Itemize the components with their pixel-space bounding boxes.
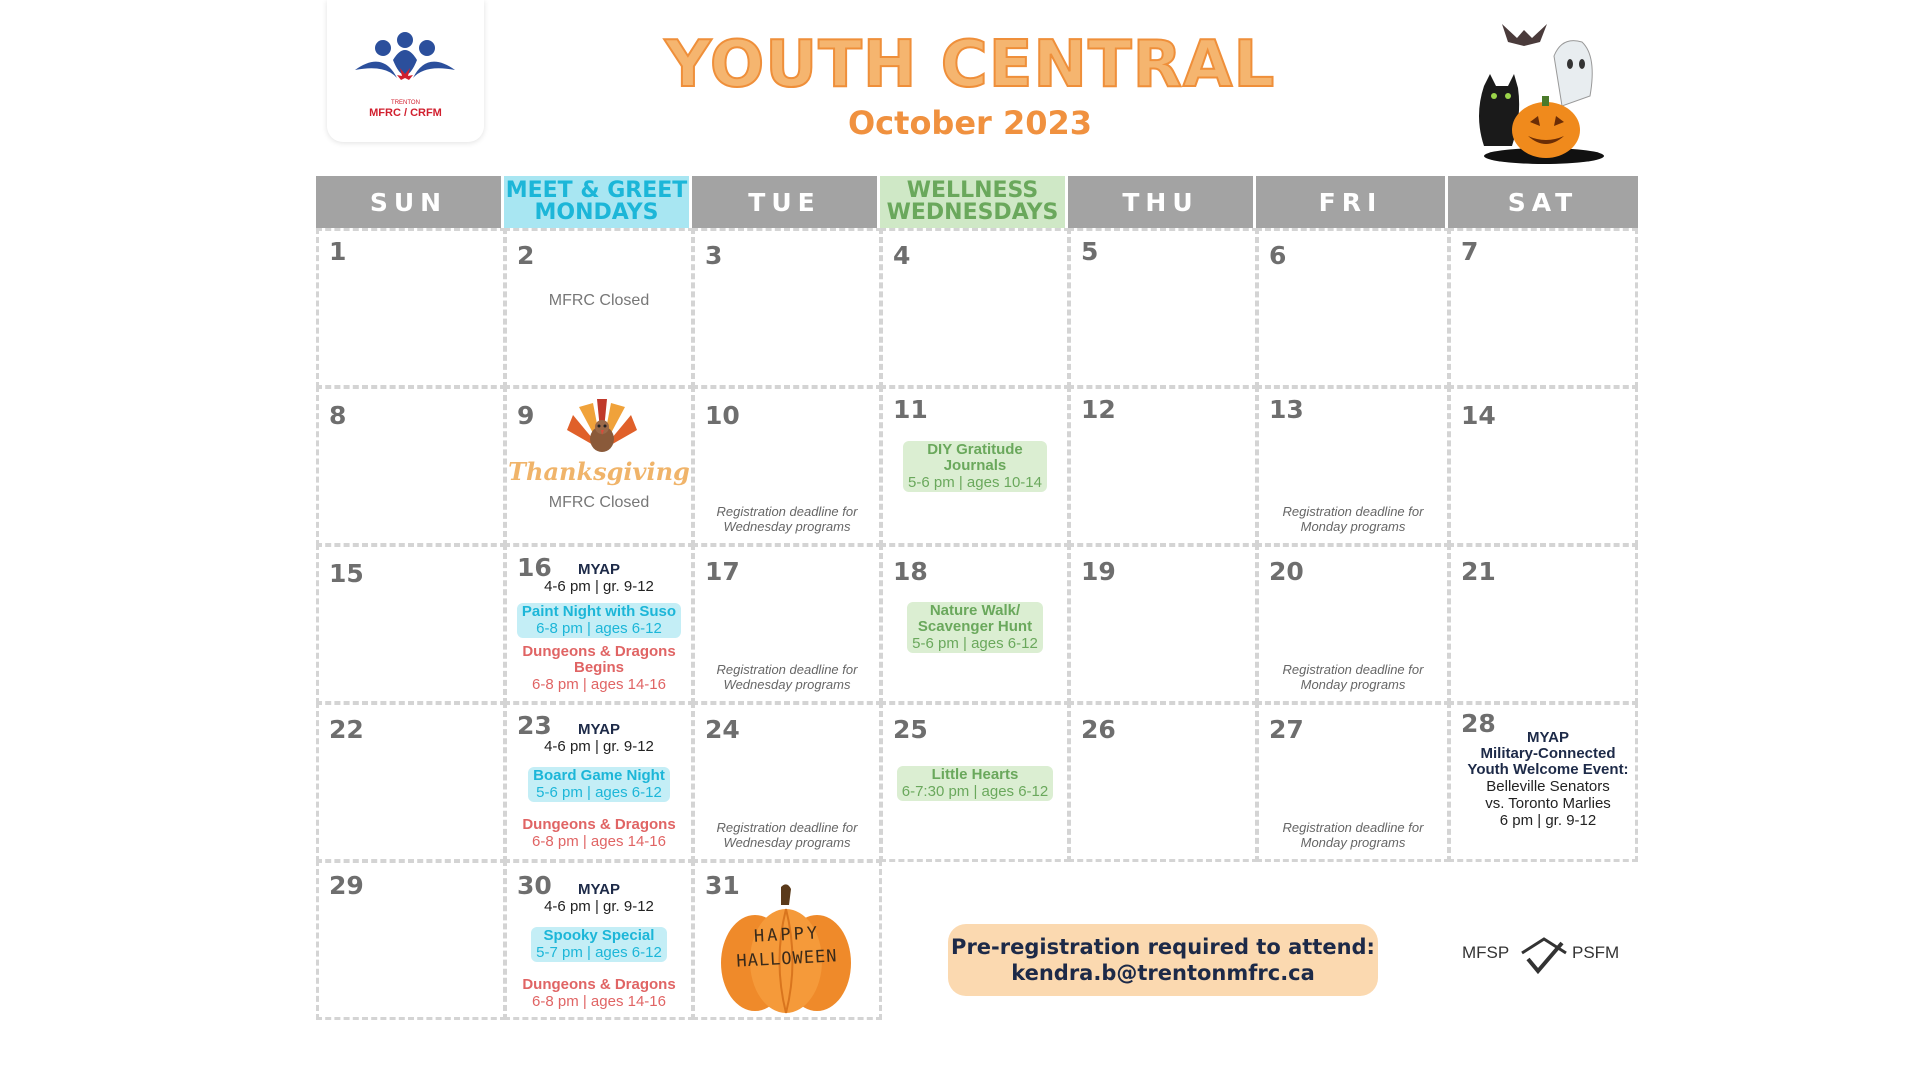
day-cell xyxy=(1256,702,1450,862)
weekday-monday xyxy=(504,176,689,228)
day-cell xyxy=(504,860,694,1020)
event-title: MYAP xyxy=(578,721,620,738)
day-number: 1 xyxy=(329,237,347,266)
day-number: 8 xyxy=(329,401,347,430)
day-number: 14 xyxy=(1461,401,1496,430)
weekday-monday-line1: MEET & GREET xyxy=(505,178,688,203)
deadline-line2: Monday programs xyxy=(1300,519,1406,534)
event-title: Board Game Night xyxy=(533,767,665,784)
day-cell xyxy=(692,386,882,546)
day-cell xyxy=(880,228,1070,388)
psfm-logo-text: PSFM xyxy=(1572,943,1620,962)
event-paint-night xyxy=(507,603,691,638)
day-number: 11 xyxy=(893,395,928,424)
deadline-note xyxy=(1259,662,1447,692)
weekday-monday-line2: MONDAYS xyxy=(534,200,659,225)
event-title-line2: Youth Welcome Event: xyxy=(1467,761,1629,778)
weekday-tue: TUE xyxy=(692,176,877,228)
event-dnd xyxy=(507,817,691,850)
page-subtitle: October 2023 xyxy=(847,104,1093,142)
event-time: 4-6 pm | gr. 9-12 xyxy=(544,738,654,755)
mfsp-logo xyxy=(1462,935,1627,981)
mfrc-logo-icon xyxy=(345,30,465,100)
deadline-line1: Registration deadline for xyxy=(1282,662,1424,677)
event-pill xyxy=(528,767,670,802)
logo-subtext: TRENTON xyxy=(391,100,420,106)
weekday-sun: SUN xyxy=(316,176,501,228)
day-number: 4 xyxy=(893,241,911,270)
weekday-sat: SAT xyxy=(1448,176,1638,228)
event-time: 4-6 pm | gr. 9-12 xyxy=(544,578,654,595)
day-cell xyxy=(316,228,506,388)
day-cell xyxy=(316,386,506,546)
event-title-line1: Dungeons & Dragons xyxy=(522,643,676,660)
deadline-note xyxy=(1259,504,1447,534)
event-time: 6-7:30 pm | ages 6-12 xyxy=(901,783,1049,800)
deadline-line1: Registration deadline for xyxy=(716,820,858,835)
event-dnd xyxy=(507,977,691,1010)
day-cell xyxy=(1068,386,1258,546)
deadline-line2: Wednesday programs xyxy=(723,835,851,850)
event-title-line1: Nature Walk/ xyxy=(929,602,1021,619)
event-little-hearts xyxy=(883,766,1067,801)
preregistration-text: Pre-registration required to attend: xyxy=(951,935,1375,959)
thanksgiving-label: Thanksgiving xyxy=(508,457,690,486)
page-title: YOUTH CENTRAL xyxy=(664,28,1276,102)
event-title-line2: Begins xyxy=(573,659,624,676)
day-number: 22 xyxy=(329,715,364,744)
day-number: 23 xyxy=(517,711,552,740)
event-myap xyxy=(507,561,691,595)
event-time: 6-8 pm | ages 14-16 xyxy=(532,833,666,850)
day-cell xyxy=(692,860,882,1020)
deadline-line1: Registration deadline for xyxy=(1282,820,1424,835)
day-cell xyxy=(1256,544,1450,704)
deadline-line2: Monday programs xyxy=(1300,677,1406,692)
mfrc-logo xyxy=(327,0,484,142)
event-detail-line2: vs. Toronto Marlies xyxy=(1485,795,1611,812)
day-cell xyxy=(880,544,1070,704)
day-cell xyxy=(316,544,506,704)
day-cell xyxy=(504,386,694,546)
event-time: 4-6 pm | gr. 9-12 xyxy=(544,898,654,915)
day-number: 19 xyxy=(1081,557,1116,586)
day-cell xyxy=(316,702,506,862)
event-time: 5-6 pm | ages 6-12 xyxy=(536,784,662,801)
day-number: 5 xyxy=(1081,237,1099,266)
day-cell xyxy=(1068,702,1258,862)
weekday-wednesday-line1: WELLNESS xyxy=(906,178,1039,203)
day-cell xyxy=(1256,228,1450,388)
day-number: 7 xyxy=(1461,237,1479,266)
day-number: 12 xyxy=(1081,395,1116,424)
event-title: MYAP xyxy=(578,561,620,578)
day-number: 6 xyxy=(1269,241,1287,270)
event-time: 5-6 pm | ages 10-14 xyxy=(908,474,1042,491)
event-pill xyxy=(897,766,1053,801)
day-number: 18 xyxy=(893,557,928,586)
day-cell xyxy=(692,228,882,388)
weekday-wednesday-line2: WEDNESDAYS xyxy=(886,200,1059,225)
deadline-line2: Wednesday programs xyxy=(723,677,851,692)
day-number: 20 xyxy=(1269,557,1304,586)
event-title: Little Hearts xyxy=(931,766,1019,783)
day-cell xyxy=(316,860,506,1020)
day-number: 26 xyxy=(1081,715,1116,744)
event-title: Dungeons & Dragons xyxy=(522,816,676,833)
preregistration-banner xyxy=(948,924,1378,996)
event-title-line1: DIY Gratitude xyxy=(927,441,1023,458)
logo-text: MFRC / CRFM xyxy=(369,107,442,119)
day-cell xyxy=(1448,544,1638,704)
day-cell xyxy=(880,386,1070,546)
event-time: 5-7 pm | ages 6-12 xyxy=(536,944,662,961)
event-title: Paint Night with Suso xyxy=(521,603,677,620)
day-number: 13 xyxy=(1269,395,1304,424)
event-title xyxy=(903,441,1047,492)
deadline-line2: Monday programs xyxy=(1300,835,1406,850)
day-number: 16 xyxy=(517,553,552,582)
day-number: 31 xyxy=(705,871,740,900)
event-spooky-special xyxy=(507,927,691,962)
day-cell xyxy=(1448,228,1638,388)
day-cell xyxy=(1068,544,1258,704)
day-cell xyxy=(1448,702,1638,862)
event-time: 5-6 pm | ages 6-12 xyxy=(912,635,1038,652)
day-number: 2 xyxy=(517,241,535,270)
event-title: MYAP xyxy=(578,881,620,898)
day-number: 21 xyxy=(1461,557,1496,586)
day-cell xyxy=(1448,386,1638,546)
event-time: 6 pm | gr. 9-12 xyxy=(1499,812,1597,829)
deadline-note xyxy=(695,662,879,692)
day-cell xyxy=(1068,228,1258,388)
day-number: 27 xyxy=(1269,715,1304,744)
day-cell xyxy=(504,702,694,862)
deadline-line2: Wednesday programs xyxy=(723,519,851,534)
deadline-line1: Registration deadline for xyxy=(1282,504,1424,519)
event-title-line1: Military-Connected xyxy=(1480,745,1616,762)
day-cell xyxy=(880,702,1070,862)
deadline-line1: Registration deadline for xyxy=(716,662,858,677)
day-number: 30 xyxy=(517,871,552,900)
deadline-note xyxy=(695,504,879,534)
event-nature-walk xyxy=(883,602,1067,653)
event-myap xyxy=(507,881,691,915)
deadline-note xyxy=(1259,820,1447,850)
event-myap xyxy=(507,721,691,755)
happy-label: HAPPY xyxy=(753,923,821,947)
day-number: 28 xyxy=(1461,709,1496,738)
day-number: 24 xyxy=(705,715,740,744)
mfsp-logo-text: MFSP xyxy=(1462,943,1510,962)
event-detail-line1: Belleville Senators xyxy=(1486,778,1610,795)
day-number: 10 xyxy=(705,401,740,430)
day-cell xyxy=(1256,386,1450,546)
day-number: 25 xyxy=(893,715,928,744)
event-title: Dungeons & Dragons xyxy=(522,976,676,993)
event-time: 6-8 pm | ages 14-16 xyxy=(532,993,666,1010)
event-dnd-begins xyxy=(507,644,691,693)
mfrc-closed-note: MFRC Closed xyxy=(548,292,650,309)
weekday-wednesday xyxy=(880,176,1065,228)
event-pill xyxy=(531,927,667,962)
event-youth-welcome xyxy=(1461,730,1635,829)
event-title xyxy=(907,602,1043,653)
day-cell xyxy=(692,702,882,862)
contact-email[interactable]: kendra.b@trentonmfrc.ca xyxy=(1011,961,1315,985)
event-title: Spooky Special xyxy=(543,927,655,944)
day-number: 15 xyxy=(329,559,364,588)
day-cell xyxy=(504,228,694,388)
event-pill xyxy=(517,603,681,638)
event-title: MYAP xyxy=(1527,729,1569,746)
event-title-line2: Journals xyxy=(943,457,1007,474)
day-number: 17 xyxy=(705,557,740,586)
halloween-label: HALLOWEEN xyxy=(735,946,839,972)
turkey-icon xyxy=(557,395,647,455)
deadline-note xyxy=(695,820,879,850)
day-cell xyxy=(692,544,882,704)
mfrc-closed-note: MFRC Closed xyxy=(548,494,650,511)
weekday-fri: FRI xyxy=(1256,176,1445,228)
event-board-game xyxy=(507,767,691,802)
event-title-line2: Scavenger Hunt xyxy=(917,618,1033,635)
day-cell xyxy=(504,544,694,704)
event-time: 6-8 pm | ages 14-16 xyxy=(532,676,666,693)
day-number: 3 xyxy=(705,241,723,270)
day-number: 9 xyxy=(517,401,535,430)
event-time: 6-8 pm | ages 6-12 xyxy=(536,620,662,637)
mfsp-checkmark-icon xyxy=(1518,935,1570,979)
event-diy-journals xyxy=(883,441,1067,492)
halloween-characters-icon xyxy=(1462,16,1612,166)
day-number: 29 xyxy=(329,871,364,900)
deadline-line1: Registration deadline for xyxy=(716,504,858,519)
weekday-thu: THU xyxy=(1068,176,1253,228)
